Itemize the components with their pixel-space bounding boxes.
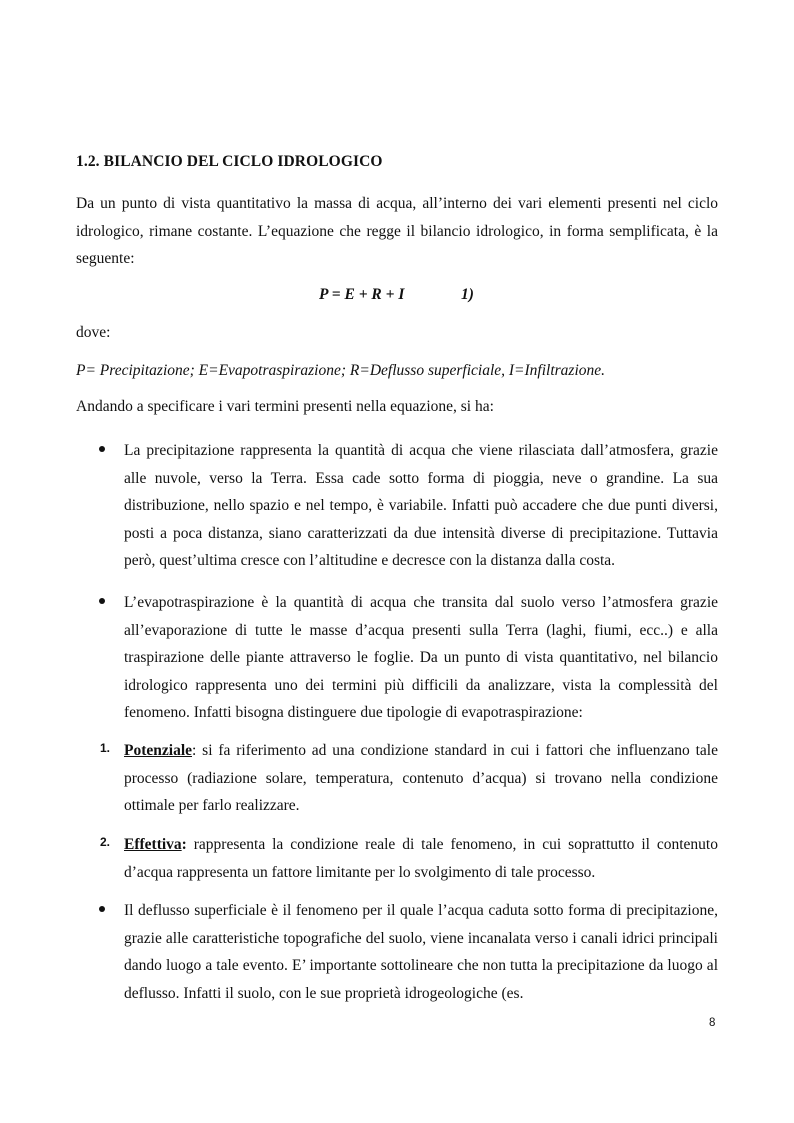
numbered-item-text	[124, 737, 718, 820]
numbered-item-text	[124, 831, 718, 886]
list-item-text: Il deflusso superficiale è il fenomeno per il quale l’acqua caduta sotto forma di precipitazione, grazie alle caratteristiche topografiche del suolo, viene incanalata verso i canali idrici principali dando luogo a tale evento. E’ importante sottolineare che non tutta la precipitazione da luogo al deflusso. Infatti il suolo, con le sue proprietà idrogeologiche (es.	[124, 902, 718, 1002]
bullet-icon	[99, 598, 105, 604]
equation-number: 1)	[461, 286, 474, 303]
term-description: rappresenta la condizione reale di tale fenomeno, in cui soprattutto il contenuto d’acqua rappresenta un fattore limitante per lo svolgimento di tale processo.	[124, 836, 718, 881]
equation-expression: P = E + R + I	[319, 286, 405, 303]
term-label: Potenziale	[124, 742, 193, 759]
bullet-icon	[99, 906, 105, 912]
term-colon: :	[192, 742, 197, 759]
page-number: 8	[709, 1017, 716, 1029]
term-label: Effettiva	[124, 836, 182, 853]
equation-legend: P= Precipitazione; E=Evapotraspirazione; R=Deflusso superficiale, I=Infiltrazione.	[76, 362, 606, 379]
terms-intro: Andando a specificare i vari termini presenti nella equazione, si ha:	[76, 398, 494, 415]
list-item-text: L’evapotraspirazione è la quantità di acqua che transita dal suolo verso l’atmosfera grazie all’evaporazione di tutte le masse d’acqua presenti sulla Terra (laghi, fiumi, ecc..) e alla traspirazione delle piante attraverso le foglie. Da un punto di vista quantitativo, nel bilancio idrologico rappresenta uno dei termini più difficili da analizzare, vista la complessità del fenomeno. Infatti bisogna distinguere due tipologie di evapotraspirazione:	[124, 594, 718, 721]
term-colon: :	[181, 836, 187, 853]
list-item-text: La precipitazione rappresenta la quantità di acqua che viene rilasciata dall’atmosfera, grazie alle nuvole, verso la Terra. Essa cade sotto forma di pioggia, neve o grandine. La sua distribuzione, nello spazio e nel tempo, è variabile. Infatti può accadere che due punti diversi, posti a poca distanza, siano caratterizzati da due intensità diverse di precipitazione. Tuttavia però, quest’ultima cresce con l’altitudine e decresce con la distanza dalla costa.	[124, 442, 718, 569]
intro-paragraph: Da un punto di vista quantitativo la massa di acqua, all’interno dei vari elementi presenti nel ciclo idrologico, rimane costante. L’equazione che regge il bilancio idrologico, in forma semplificata, è la seguente:	[76, 195, 718, 267]
number-marker: 2.	[100, 835, 111, 849]
dove-label: dove:	[76, 324, 111, 341]
bullet-icon	[99, 446, 105, 452]
section-heading: 1.2. BILANCIO DEL CICLO IDROLOGICO	[76, 153, 383, 170]
term-description: si fa riferimento ad una condizione standard in cui i fattori che influenzano tale processo (radiazione solare, temperatura, contenuto d’acqua) si trovano nella condizione ottimale per farlo realizzare.	[124, 742, 718, 814]
number-marker: 1.	[100, 741, 111, 755]
